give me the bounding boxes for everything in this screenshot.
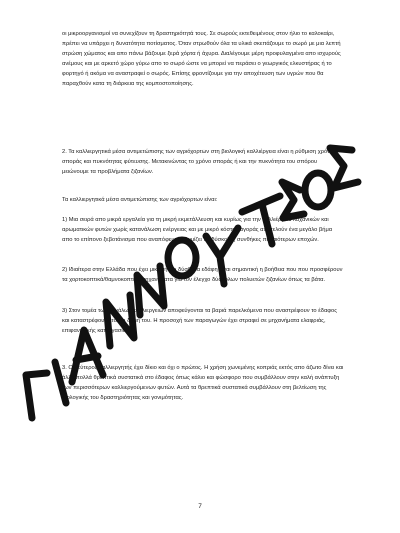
list-item-3: 3) Στον τομέα των μεγάλων καλλιεργειών αποφεύγονται τα βαριά παρελκόμενα που αναστρέφουν το έδαφος και καταστρέφουν έτσι τη δομή του. Η προσοχή των παραγωγών έχει στραφεί σε μηχανήματα ελαφριάς, επιφανειακής κατεργασίας. <box>62 308 337 334</box>
paragraph-answer-3: 3. Ο δεύτερος καλλιεργητής έχει δίκιο και όχι ο πρώτος. Η χρήση χωνεμένης κοπριάς εκτός απο άζωτο δίνει και άλλα πολλά θρεπτικά συστατικά στο έδαφος όπως κάλιο και φώσφορο που συμβάλλουν στην καλή ανάπτυξη των περισσότερων καλλιεργούμενων φυτών. Αυτά τα θρεπτικά συστατικά συμβάλλουν στη βελτίωση της βιολογικής του δραστηριότητας και γονιμότητας. <box>62 365 344 401</box>
paragraph-compost: οι μικροοργανισμοί να συνεχίζουν τη δραστηριότητά τους. Σε σωρούς εκτεθειμένους στον ήλιο το καλοκαίρι, πρέπει να υπάρχει η δυνατότητα ποτίσματος. Όταν στρωθούν όλα τα υλικά σκεπάζουμε το σωρό με μια λεπτή στρώση χώματος και απο πάνω βάζουμε ξερά χόρτα ή άχυρα. Διαλέγουμε μέρη προφυλαγμένα απο ισχυρούς ανέμους και με αρκετό χώρο γύρω απο το σωρό ώστε να μπορεί να περάσει ο γεωργικός ελκυστήρας ή το φορτηγό ή ακόμα να αναστραφεί ο σωρός. Επίσης φροντίζουμε για την αποχέτευση των υγρών που θα παραχθούν κατα τη διάρκεια της κομποστοποίησης. <box>62 31 341 87</box>
paragraph-list-intro: Τα καλλιεργητικά μέσα αντιμετώπισης των αγριόχορτων είναι: <box>62 197 218 203</box>
paragraph-answer-2: 2. Τα καλλιεργητικά μέσα αντιμετώπισης των αγριόχορτων στη βιολογική καλλιέργεια είναι η ρύθμιση χρόνου σποράς και πυκνότητας φύτευσης. Μετακινώντας το χρόνο σποράς ή και την πυκνότητα του σπόρου μειώνουμε τα προβλήματα ζιζανίων. <box>62 149 337 175</box>
list-item-2: 2) Ιδιαίτερα στην Ελλάδα που έχει μικλινή και δύσβατα εδάφη είναι σημαντική η βοήθεια που που προσφέρουν τα χορτοκοπτικά/θαμνοκοπτικά μηχανήματα για τον έλεγχο δύσκολων πολυετών ζιζανίων όπως τα βάτα. <box>62 267 343 283</box>
list-item-1: 1) Μια σειρά απο μικρά εργαλεία για τη μικρή εκμετάλλευση και κυρίως για την καλλιέργεια λαχανικών και αρωματικών φυτών χωρίς κατανάλωση ενέργειας και με μικρό κόστος αγοράς αποτελούν ένα μεγάλο βήμα απο το επίπονο ξεβοτάνισμα που αναπόφευκτα θυμίζει τις δύσκολες συνθήκες παλαιότερων εποχών. <box>62 217 333 243</box>
page-number: 7 <box>198 503 202 510</box>
